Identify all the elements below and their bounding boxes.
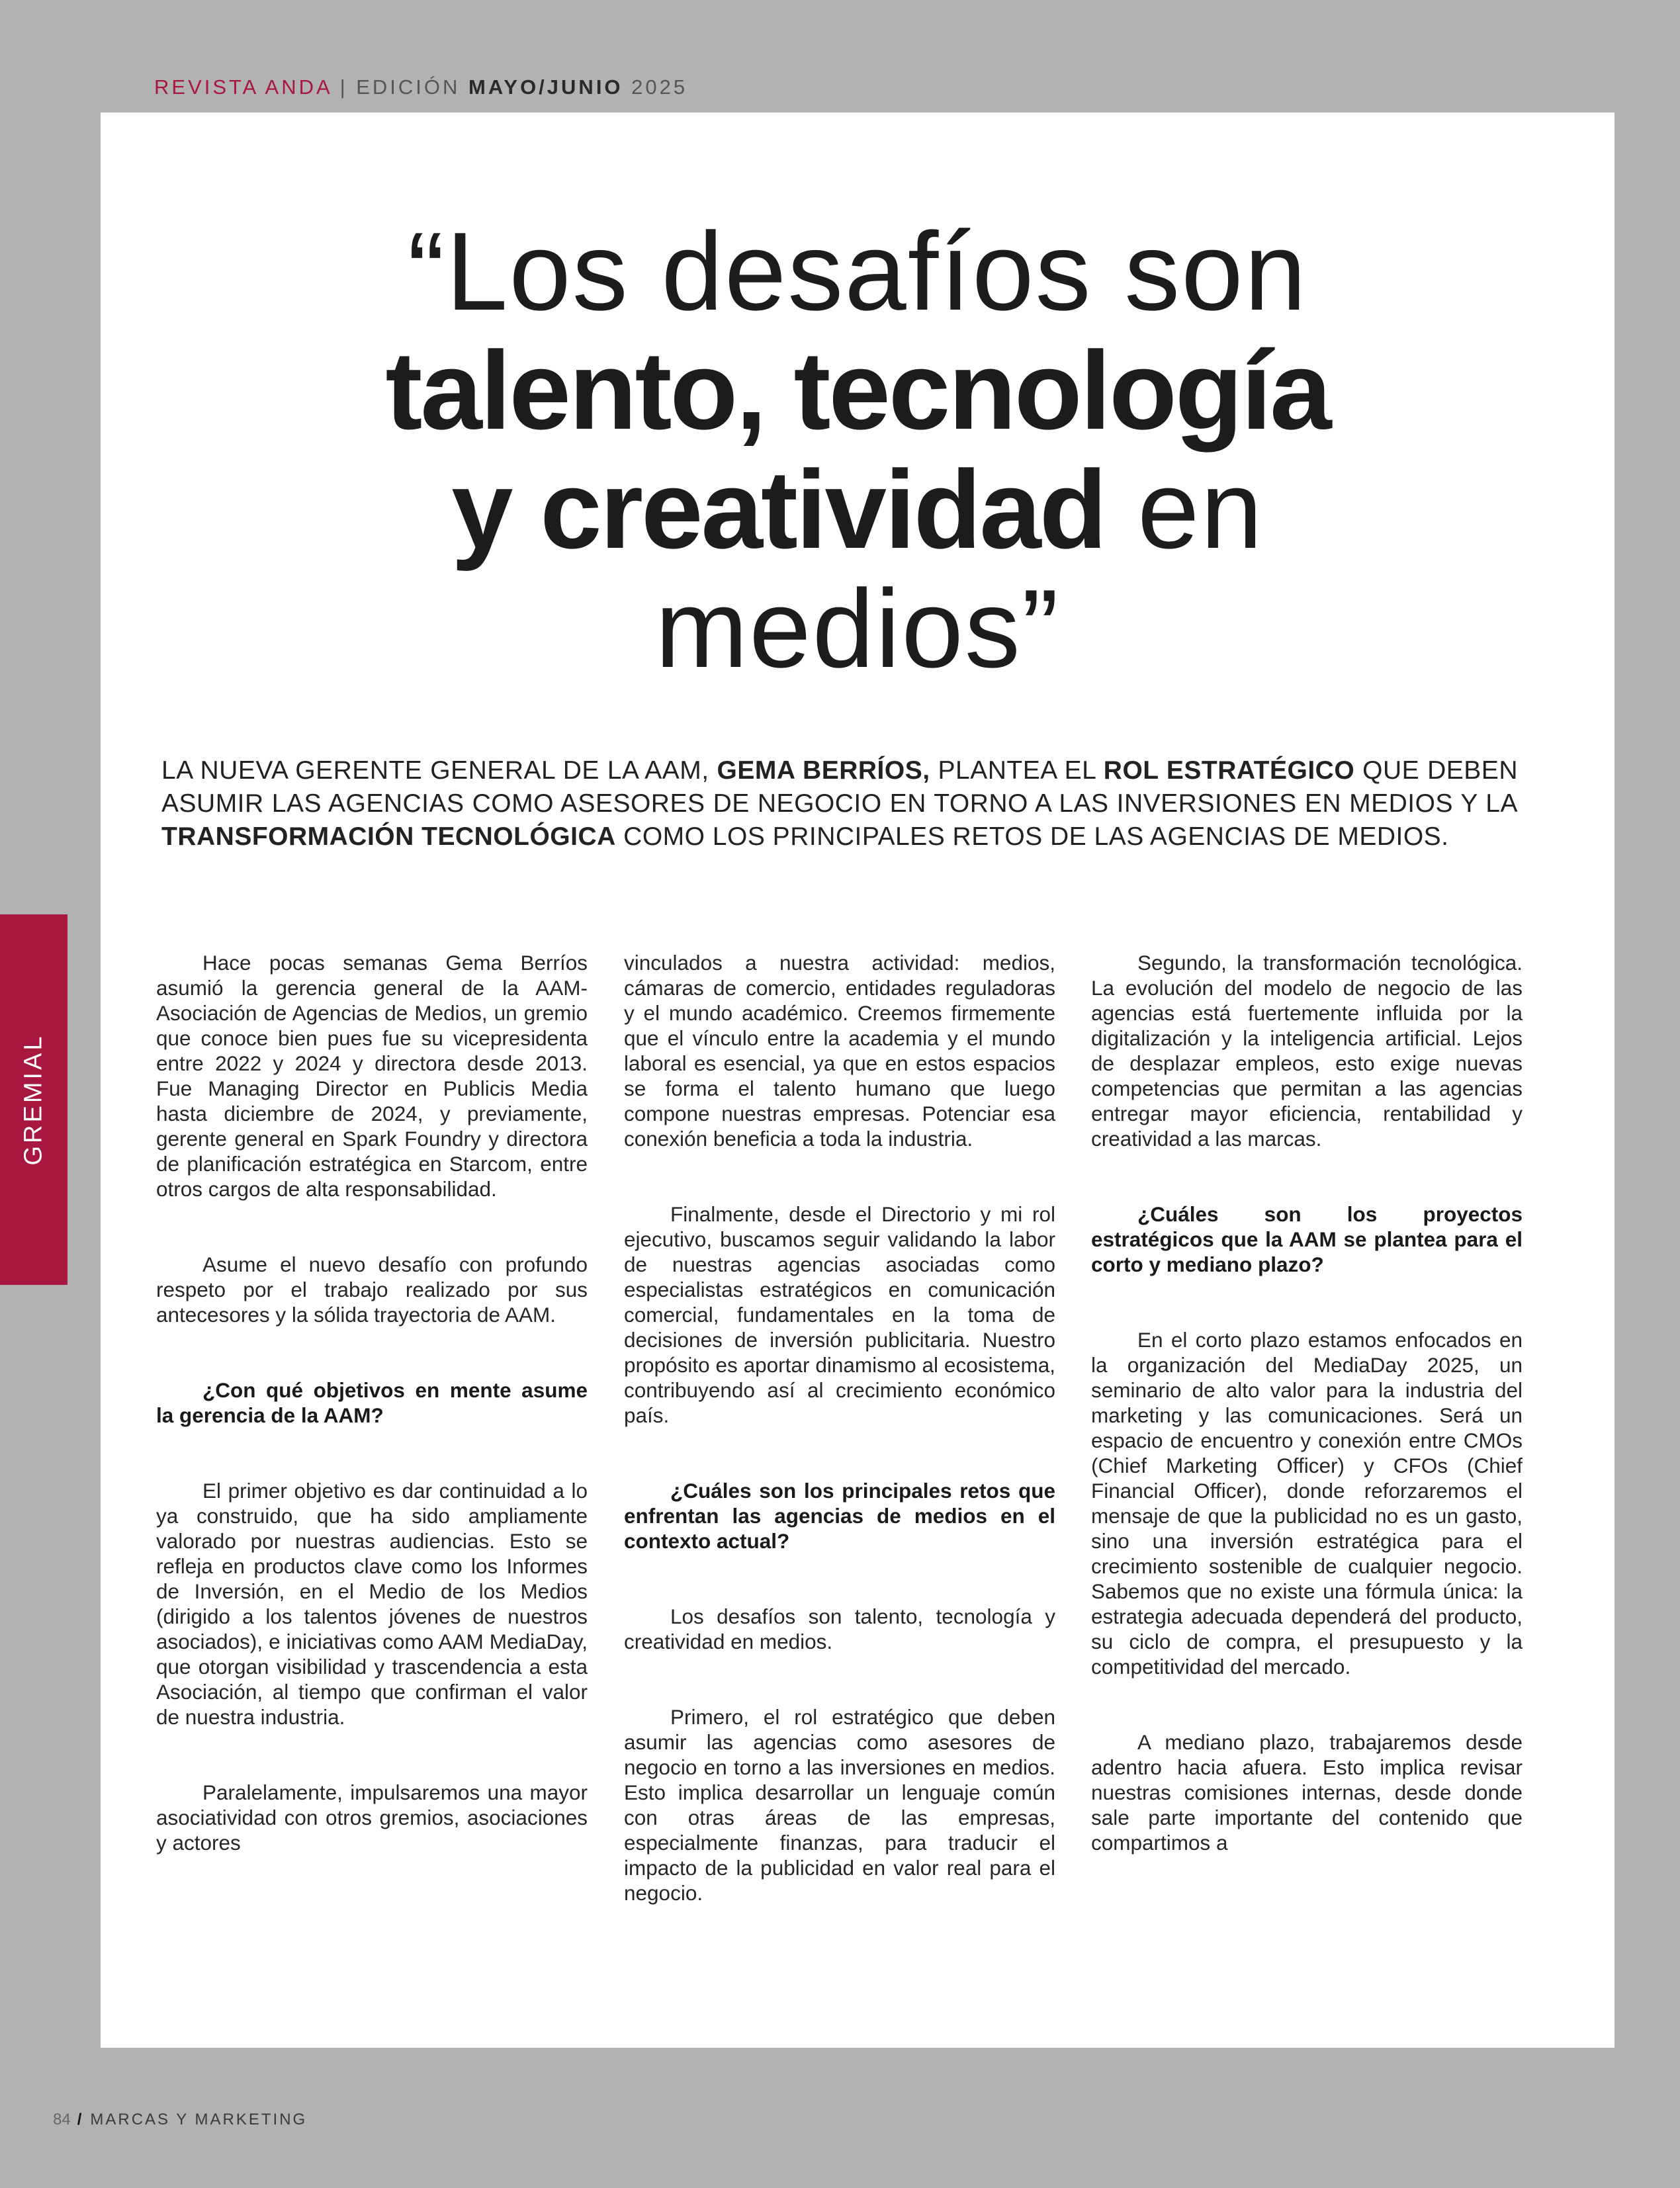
page-footer (53, 2111, 307, 2129)
body-paragraph: Asume el nuevo desafío con profundo respeto por el trabajo realizado por sus antecesores y la sólida trayectoria de AAM. (156, 1252, 588, 1327)
header-separator: | (331, 75, 357, 99)
interview-question: ¿Cuáles son los principales retos que enfrentan las agencias de medios en el contexto actual? (624, 1479, 1055, 1553)
lede-text-4: COMO LOS PRINCIPALES RETOS DE LAS AGENCIAS DE MEDIOS. (615, 822, 1449, 851)
headline-line-4: medios” (655, 566, 1060, 691)
page-number: 84 (53, 2111, 71, 2128)
body-paragraph: Primero, el rol estratégico que deben asumir las agencias como asesores de negocio en torno a las inversiones en medios. Esto implica desarrollar un lenguaje común con otras áreas de las empresas, especialmente finanzas, para traducir el impacto de la publicidad en valor real para el negocio. (624, 1705, 1055, 1905)
body-paragraph: El primer objetivo es dar continuidad a lo ya construido, que ha sido ampliamente valorado por nuestras audiencias. Esto se refleja en productos clave como los Informes de Inversión, en el Medio de los Medios (dirigido a los talentos jóvenes de nuestros asociados), e iniciativas como AAM MediaDay, que otorgan visibilidad y trascendencia a esta Asociación, al tiempo que confirman el valor de nuestra industria. (156, 1479, 588, 1729)
body-paragraph: Los desafíos son talento, tecnología y creatividad en medios. (624, 1604, 1055, 1653)
article-column-3 (1091, 950, 1523, 1855)
headline (101, 209, 1614, 691)
edition-label: EDICIÓN (356, 75, 469, 99)
edition-year: 2025 (623, 75, 688, 99)
article-column-1 (156, 950, 588, 1855)
body-paragraph: A mediano plazo, trabajaremos desde adentro hacia afuera. Esto implica revisar nuestras comisiones internas, desde donde sale parte importante del contenido que compartimos a (1091, 1730, 1523, 1855)
lede-text-1: LA NUEVA GERENTE GENERAL DE LA AAM, (161, 756, 717, 785)
lede-bold-name: GEMA BERRÍOS, (717, 756, 930, 785)
headline-line-3-rest: en (1105, 447, 1264, 572)
body-paragraph: En el corto plazo estamos enfocados en la organización del MediaDay 2025, un seminario de alto valor para la industria del marketing y las comunicaciones. Será un espacio de encuentro y conexión entre CMOs (Chief Marketing Officer) y CFOs (Chief Financial Officer), donde reforzaremos el mensaje de que la publicidad no es un gasto, sino una inversión estratégica para el crecimiento sostenible de cualquier negocio. Sabemos que no existe una fórmula única: la estrategia adecuada dependerá del producto, su ciclo de compra, el presupuesto y la competitividad del mercado. (1091, 1328, 1523, 1679)
interview-question: ¿Cuáles son los proyectos estratégicos que la AAM se plantea para el corto y mediano plazo? (1091, 1202, 1523, 1276)
running-header (154, 75, 687, 99)
section-tab-label: GREMIAL (19, 1033, 48, 1166)
body-paragraph: Segundo, la transformación tecnológica. La evolución del modelo de negocio de las agencias está fuertemente influida por la digitalización y la inteligencia artificial. Lejos de desplazar empleos, esto exige nuevas competencias que permitan a las agencias entregar mayor eficiencia, rentabilidad y creatividad a las marcas. (1091, 951, 1523, 1151)
lede-bold-transformation: TRANSFORMACIÓN TECNOLÓGICA (161, 822, 616, 851)
lede-bold-role: ROL ESTRATÉGICO (1103, 756, 1355, 785)
publication-name: MARCAS Y MARKETING (90, 2111, 308, 2128)
magazine-name: REVISTA ANDA (154, 75, 332, 99)
body-paragraph: vinculados a nuestra actividad: medios, cámaras de comercio, entidades reguladoras y el mundo académico. Creemos firmemente que el vínculo entre la academia y el mundo laboral es esencial, ya que en estos espacios se forma el talento humano que luego compone nuestras empresas. Potenciar esa conexión beneficia a toda la industria. (624, 951, 1055, 1151)
headline-line-1: “Los desafíos son (407, 209, 1308, 333)
body-paragraph: Paralelamente, impulsaremos una mayor asociatividad con otros gremios, asociaciones y actores (156, 1780, 588, 1855)
interview-question: ¿Con qué objetivos en mente asume la gerencia de la AAM? (156, 1378, 588, 1427)
headline-line-3-bold: y creatividad (451, 447, 1106, 572)
article-column-2 (624, 950, 1055, 1905)
edition-months: MAYO/JUNIO (468, 75, 623, 99)
headline-line-2: talento, tecnología (385, 328, 1330, 453)
lede-text-3: QUE DEBEN ASUMIR LAS AGENCIAS COMO ASESORES DE NEGOCIO EN TORNO A LAS INVERSIONES EN MEDIOS Y LA (161, 756, 1518, 818)
lede-paragraph (161, 754, 1518, 853)
footer-slash: / (77, 2111, 84, 2128)
body-paragraph: Finalmente, desde el Directorio y mi rol ejecutivo, buscamos seguir validando la labor de nuestras agencias asociadas como especialistas estratégicos en comunicación comercial, fundamentales en la toma de decisiones de inversión publicitaria. Nuestro propósito es aportar dinamismo al ecosistema, contribuyendo así al crecimiento económico país. (624, 1202, 1055, 1427)
body-paragraph: Hace pocas semanas Gema Berríos asumió la gerencia general de la AAM-Asociación de Agencias de Medios, un gremio que conoce bien pues fue su vicepresidenta entre 2022 y 2024 y directora desde 2013. Fue Managing Director en Publicis Media hasta diciembre de 2024, y previamente, gerente general en Spark Foundry y directora de planificación estratégica en Starcom, entre otros cargos de alta responsabilidad. (156, 951, 588, 1201)
lede-text-2: PLANTEA EL (930, 756, 1104, 785)
